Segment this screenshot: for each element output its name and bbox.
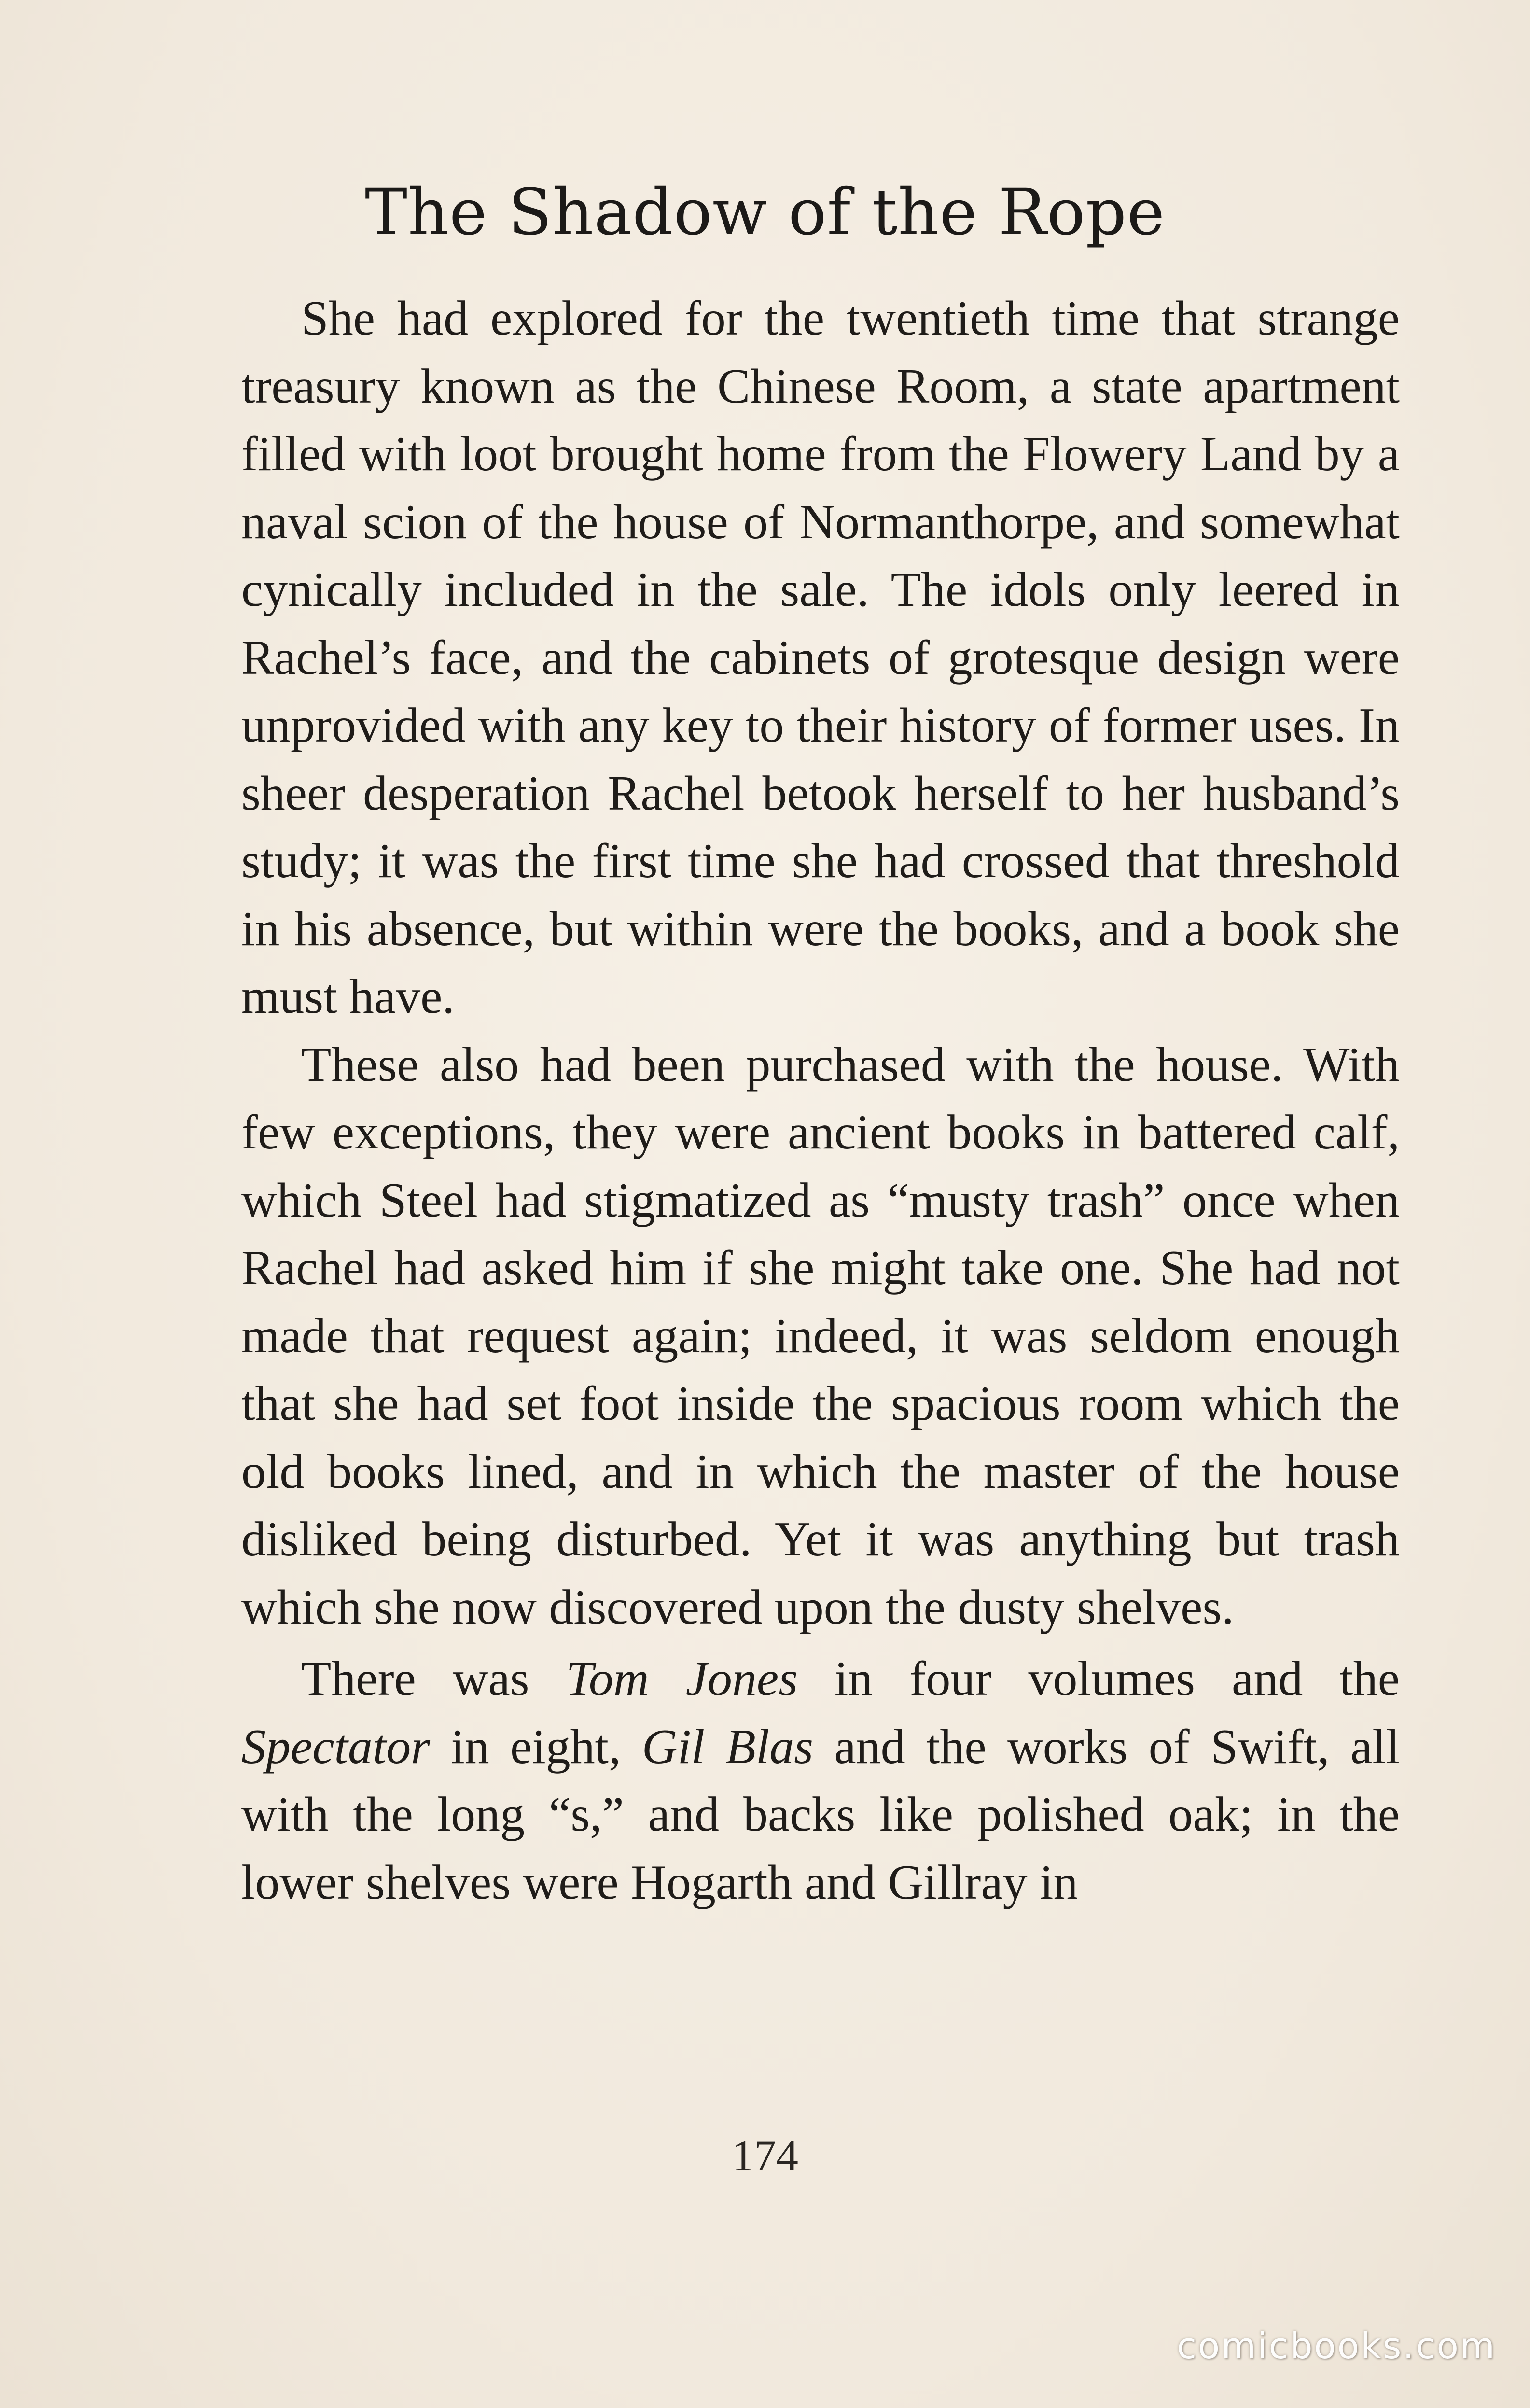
paragraph-3-text: and the works of Swift, all with the long “s,” and backs like polished oak; in the lower shelves were Hogarth and Gillray in	[241, 1719, 1400, 1910]
paragraph-3-text: in four volumes and the	[797, 1652, 1400, 1706]
running-head: The Shadow of the Rope	[364, 175, 1166, 250]
paragraph-3-text: There was	[301, 1652, 566, 1706]
paragraph-1-text: She had explored for the twentieth time that strange treasury known as the Chinese Room, a state apartment filled with loot brought home from the Flowery Land by a naval scion of the house of Normanthorpe, and somewhat cynically included in the sale. The idols only leered in Rachel’s face, and the cabinets of grotesque design were unprovided with any key to their history of former uses. In sheer desperation Rachel betook herself to her husband’s study; it was the first time she had crossed that threshold in his absence, but within were the books, and a book she must have.	[241, 291, 1400, 1024]
body-text	[241, 285, 1400, 1917]
paragraph-3	[241, 1645, 1400, 1917]
page-number: 174	[732, 2131, 798, 2180]
watermark-logo: comicbooks.com	[1177, 2325, 1496, 2367]
book-title-spectator: Spectator	[241, 1719, 430, 1774]
paragraph-2-text: These also had been purchased with the house. With few exceptions, they were ancient books in battered calf, which Steel had stigmatized as “musty trash” once when Rachel had asked him if she might take one. She had not made that request again; indeed, it was seldom enough that she had set foot inside the spacious room which the old books lined, and in which the master of the house disliked being disturbed. Yet it was anything but trash which she now discovered upon the dusty shelves.	[241, 1037, 1400, 1635]
paragraph-2	[241, 1031, 1400, 1642]
paragraph-1	[241, 285, 1400, 1031]
book-title-gil-blas: Gil Blas	[641, 1719, 813, 1774]
paragraph-3-text: in eight,	[430, 1719, 642, 1774]
book-title-tom-jones: Tom Jones	[566, 1652, 798, 1706]
